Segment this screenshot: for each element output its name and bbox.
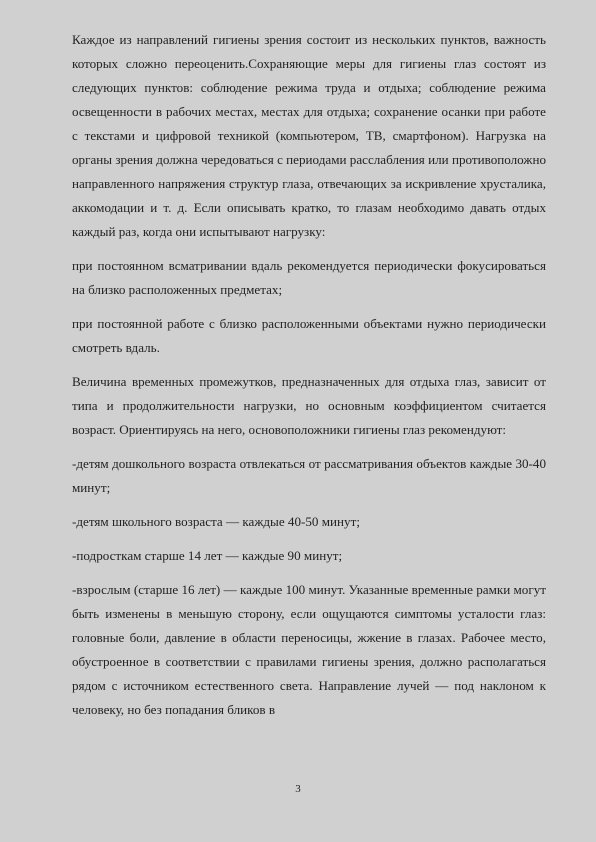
paragraph: при постоянной работе с близко расположенными объектами нужно периодически смотреть вдаль.: [72, 316, 546, 355]
page-number: 3: [295, 783, 301, 795]
document-body: [72, 28, 546, 732]
paragraph: при постоянном всматривании вдаль рекомендуется периодически фокусироваться на близко расположенных предметах;: [72, 258, 546, 297]
paragraph: -подросткам старше 14 лет — каждые 90 минут;: [72, 548, 343, 563]
paragraph: -детям школьного возраста — каждые 40-50 минут;: [72, 514, 360, 529]
paragraph: -взрослым (старше 16 лет) — каждые 100 минут. Указанные временные рамки могут быть изменены в меньшую сторону, если ощущаются симптомы усталости глаз: головные боли, давление в области переносицы, жжение в глазах. Рабочее место, обустроенное в соответствии с правилами гигиены зрения, должно располагаться рядом с источником естественного света. Направление лучей — под наклоном к человеку, но без попадания бликов в: [72, 582, 546, 717]
paragraph: Величина временных промежутков, предназначенных для отдыха глаз, зависит от типа и продолжительности нагрузки, но основным коэффициентом считается возраст. Ориентируясь на него, основоположники гигиены глаз рекомендуют:: [72, 374, 546, 437]
paragraph: Каждое из направлений гигиены зрения состоит из нескольких пунктов, важность которых сложно переоценить.Сохраняющие меры для гигиены глаз состоят из следующих пунктов: соблюдение режима труда и отдыха; соблюдение режима освещенности в рабочих местах, местах для отдыха; сохранение осанки при работе с текстами и цифровой техникой (компьютером, ТВ, смартфоном). Нагрузка на органы зрения должна чередоваться с периодами расслабления или противоположно направленного напряжения структур глаза, отвечающих за искривление хрусталика, аккомодации и т. д. Если описывать кратко, то глазам необходимо давать отдых каждый раз, когда они испытывают нагрузку:: [72, 32, 546, 239]
paragraph: -детям дошкольного возраста отвлекаться от рассматривания объектов каждые 30-40 минут;: [72, 456, 546, 495]
